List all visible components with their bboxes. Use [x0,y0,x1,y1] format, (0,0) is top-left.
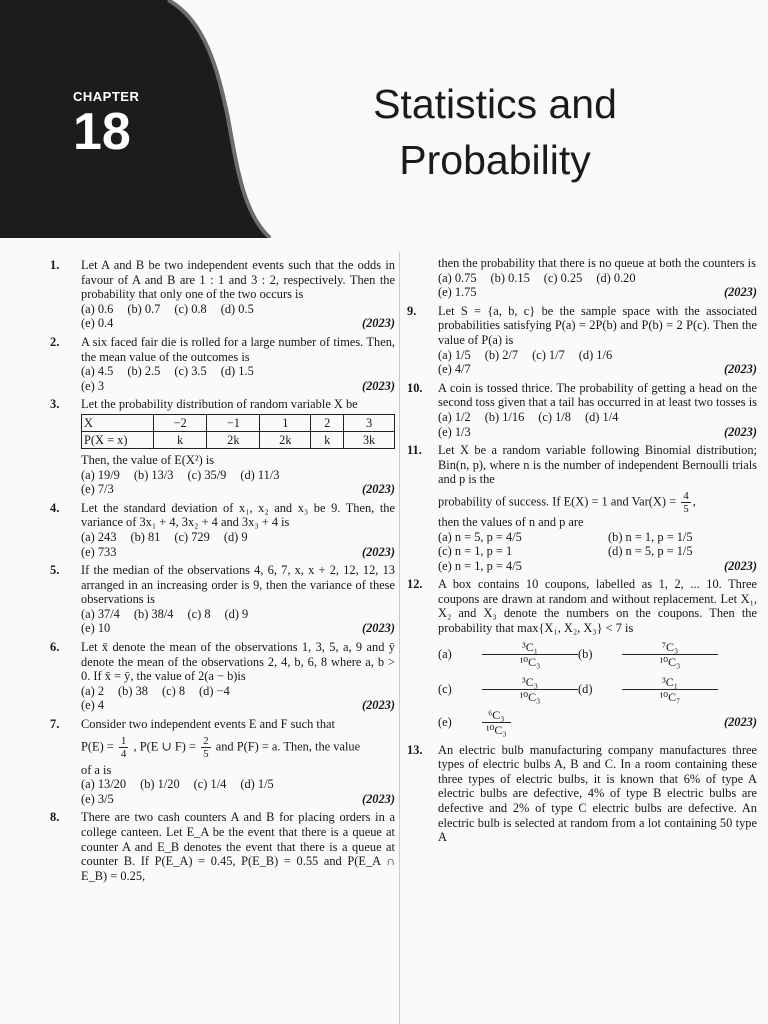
table-cell: 3k [344,431,395,448]
option-a: (a) 37/4 [81,606,120,621]
option-c: (c) 0.25 [543,270,583,285]
options [81,302,395,317]
option-a-label: (a) [438,646,452,661]
fraction-numerator: ³C₁ [482,640,578,655]
right-column [407,256,757,849]
question-text: A coin is tossed thrice. The probability of getting a head on the second toss given that a tail has occurred in at least two tosses is [438,380,757,410]
year-tag: (2023) [361,544,395,559]
probability-table [81,414,395,449]
question-formula: probability of success. If E(X) = 1 and Var(X) = $\frac{4}{5}$ , [438,489,696,515]
question-10 [407,381,757,439]
option-b-label: (b) [578,646,593,661]
option-b: (b) 38 [118,683,148,698]
chapter-label: CHAPTER [73,89,140,104]
question-number: 9. [407,303,417,318]
option-b: (b) n = 1, p = 1/5 [608,529,693,544]
year-tag: (2023) [723,714,757,729]
option-c: (c) 1/7 [532,347,565,362]
fraction-numerator: ⁷C₃ [622,640,718,655]
option-d-label: (d) [578,681,593,696]
question-text-2: of a is [81,762,112,777]
option-a: (a) 0.75 [438,270,477,285]
option-a: (a) 1/2 [438,409,471,424]
table-cell: 3 [344,414,395,431]
options [81,607,395,622]
option-c-label: (c) [438,681,452,696]
question-text-3: then the values of n and p are [438,514,584,529]
question-text: Let A and B be two independent events such that the odds in favour of A and B are 1 : 1 and 3 : 2, respectively. Then the probability that only one of the two occurs is [81,258,395,302]
question-number: 7. [50,717,60,732]
table-cell: −1 [207,414,260,431]
table-row [82,431,395,448]
question-formula [81,735,395,760]
option-d: (d) 11/3 [240,467,280,482]
chapter-title [330,76,660,188]
question-text: A six faced fair die is rolled for a large number of times. Then, the mean value of the outcomes is [81,334,395,364]
question-number: 4. [50,500,60,515]
year-tag: (2023) [361,698,395,713]
column-divider [399,252,400,1024]
table-cell: 1 [260,414,311,431]
table-cell: −2 [154,414,207,431]
formula-part: and P(F) = a. Then, the value [215,738,361,753]
question-text: Let S = {a, b, c} be the sample space with the associated probabilities satisfying P(a) = 2P(b) and P(b) = 2 P(c). Then the value of P(a) is [438,303,757,347]
options [438,410,757,425]
option-c: (c) 35/9 [187,467,227,482]
options [438,348,757,363]
fraction-numerator: 1 [120,734,127,747]
fraction-numerator: ³C₁ [622,675,718,690]
table-cell: 2k [260,431,311,448]
formula-part: , P(E ∪ F) = [133,738,196,753]
option-c: (c) 1/8 [538,409,571,424]
question-11 [407,443,757,573]
fraction-denominator: 5 [683,502,689,515]
question-number: 8. [50,810,60,825]
option-e: (e) 3/5 [81,791,114,806]
option-d: (d) 1/4 [584,409,619,424]
year-tag: (2023) [723,362,757,377]
option-b: (b) 13/3 [133,467,174,482]
fraction-denominator: ¹⁰C₃ [519,689,541,704]
chapter-title-line-1: Statistics and [373,81,617,127]
option-a: (a) 13/20 [81,777,127,792]
year-tag: (2023) [361,482,395,497]
option-d: (d) 1/6 [578,347,613,362]
option-b: (b) 1/16 [484,409,525,424]
option-a-fraction [482,640,578,669]
option-c: (c) n = 1, p = 1 [438,544,513,559]
option-d: (d) 9 [224,606,249,621]
option-e: (e) 3 [81,378,105,393]
option-a: (a) 0.6 [81,301,114,316]
fraction-numerator: ⁶C₃ [482,708,511,723]
year-tag: (2023) [723,424,757,439]
question-number: 13. [407,742,423,757]
question-8-continued [407,256,757,300]
option-d: (d) n = 5, p = 1/5 [608,544,693,559]
question-text: A box contains 10 coupons, labelled as 1, 2, ... 10. Three coupons are drawn at random and without replacement. Let X₁, X₂ and X₃ denote the numbers on the coupons. Then the probability that max{X₁, X₂, X₃} < 7 is [438,577,757,636]
option-b: (b) 0.7 [127,301,161,316]
year-tag: (2023) [723,558,757,573]
question-text-2: Then, the value of E(X²) is [81,452,215,467]
chapter-banner [0,0,768,238]
year-tag: (2023) [361,316,395,331]
year-tag: (2023) [361,621,395,636]
table-cell: k [154,431,207,448]
option-e-label: (e) [438,714,452,729]
option-b: (b) 2/7 [484,347,519,362]
question-number: 10. [407,380,423,395]
option-c: (c) 729 [174,529,210,544]
options [81,530,395,545]
option-e: (e) 4/7 [438,362,471,377]
option-e: (e) 4 [81,698,105,713]
question-number: 11. [407,443,422,458]
option-e: (e) 1/3 [438,424,471,439]
option-e: (e) 7/3 [81,482,114,497]
option-e: (e) 733 [81,544,117,559]
fraction-denominator: 4 [120,747,127,760]
option-e-fraction [482,708,511,737]
year-tag: (2023) [361,378,395,393]
options [81,468,395,483]
question-text: Consider two independent events E and F such that [81,717,335,732]
option-c: (c) 1/4 [193,777,227,792]
option-b: (b) 1/20 [140,777,180,792]
question-8 [50,810,395,883]
option-c: (c) 8 [187,606,211,621]
fraction-denominator: ¹⁰C₃ [519,654,541,669]
fraction [119,735,129,760]
question-text: An electric bulb manufacturing company manufactures three types of electric bulbs A, B and C. In a room containing these three types of electric bulbs, it is known that 6% of type A electric bulbs are defective, 4% of type B electric bulbs are defective and 2% of type C electric bulbs are defective. An electric bulb is selected at random from a lot containing 50 type A [438,742,757,845]
table-cell: X [82,414,154,431]
fraction [681,490,691,515]
option-a: (a) n = 5, p = 4/5 [438,529,522,544]
question-2 [50,335,395,393]
option-d: (d) 1/5 [240,777,274,792]
option-c-fraction [482,675,578,704]
formula-part: P(E) = [81,738,114,753]
question-3 [50,397,395,496]
option-a: (a) 1/5 [438,347,471,362]
option-b: (b) 2.5 [127,364,161,379]
option-b: (b) 0.15 [490,270,530,285]
fraction-numerator: 2 [203,734,209,747]
question-number: 6. [50,640,60,655]
option-b-fraction [622,640,718,669]
option-e: (e) 1.75 [438,285,477,300]
question-1 [50,258,395,331]
question-text-continued: then the probability that there is no queue at both the counters is [438,256,756,270]
question-12 [407,577,757,736]
fraction-denominator: ¹⁰C₃ [486,722,507,737]
fraction-numerator: ³C₃ [482,675,578,690]
table-cell: 2k [207,431,260,448]
formula-part: probability of success. If E(X) = 1 and Var(X) = [438,494,677,509]
question-9 [407,304,757,377]
option-d: (d) 0.20 [596,270,636,285]
left-column [50,258,395,887]
year-tag: (2023) [723,285,757,300]
options [438,530,757,559]
option-d-fraction [622,675,718,704]
option-e-row [438,708,757,737]
question-text: Let the probability distribution of random variable X be [81,397,358,412]
question-text: Let the standard deviation of x₁, x₂ and x₃ be 9. Then, the variance of 3x₁ + 4, 3x₂ + 4 and 3x₃ + 4 is [81,500,395,530]
question-number: 3. [50,397,60,412]
question-text: Let X be a random variable following Binomial distribution; Bin(n, p), where n is the number of independent Bernoulli trials and p is the [438,443,757,487]
chapter-title-line-2: Probability [399,137,591,183]
question-7 [50,717,395,806]
option-b: (b) 81 [130,529,161,544]
option-c: (c) 0.8 [174,301,207,316]
question-text: Let x̄ denote the mean of the observations 1, 3, 5, a, 9 and ȳ denote the mean of the observations 2, 4, b, 6, 8 where a, b > 0. If x̄ = ȳ, the value of 2(a − b)is [81,640,395,684]
option-e: (e) 0.4 [81,316,114,331]
question-text: If the median of the observations 4, 6, 7, x, x + 2, 12, 12, 13 arranged in an increasing order is 9, then the variance of these observations is [81,563,395,607]
table-cell: k [311,431,344,448]
table-cell: P(X = x) [82,431,154,448]
question-number: 2. [50,334,60,349]
option-a: (a) 19/9 [81,467,120,482]
fraction [201,735,211,760]
options [81,777,395,792]
options [81,684,395,699]
option-d: (d) −4 [199,683,230,698]
fraction-denominator: ¹⁰C₇ [659,689,681,704]
option-a: (a) 4.5 [81,364,114,379]
table-row [82,414,395,431]
options [438,271,757,286]
fraction-numerator: 4 [683,489,689,502]
question-13 [407,743,757,845]
fraction-denominator: ¹⁰C₃ [659,654,681,669]
table-cell: 2 [311,414,344,431]
option-a: (a) 243 [81,529,117,544]
option-d: (d) 9 [223,529,248,544]
question-6 [50,640,395,713]
option-e: (e) 10 [81,621,111,636]
option-c: (c) 8 [161,683,186,698]
option-e: (e) n = 1, p = 4/5 [438,558,522,573]
question-number: 1. [50,258,60,272]
option-d: (d) 0.5 [220,301,254,316]
chapter-number: 18 [73,103,131,161]
question-5 [50,563,395,636]
option-d: (d) 1.5 [220,364,254,379]
question-text: There are two cash counters A and B for placing orders in a college canteen. Let E_A be the event that there is a queue at counter A and E_B denotes the event that there is a queue at counter B. If P(E_A) = 0.45, P(E_B) = 0.55 and P(E_A ∩ E_B) = 0.25, [81,810,395,883]
question-number: 5. [50,563,60,578]
fraction-denominator: 5 [203,747,209,760]
options [438,640,757,704]
question-number: 12. [407,577,423,592]
question-4 [50,501,395,559]
option-b: (b) 38/4 [133,606,174,621]
year-tag: (2023) [361,791,395,806]
option-a: (a) 2 [81,683,105,698]
options [81,364,395,379]
option-c: (c) 3.5 [174,364,207,379]
